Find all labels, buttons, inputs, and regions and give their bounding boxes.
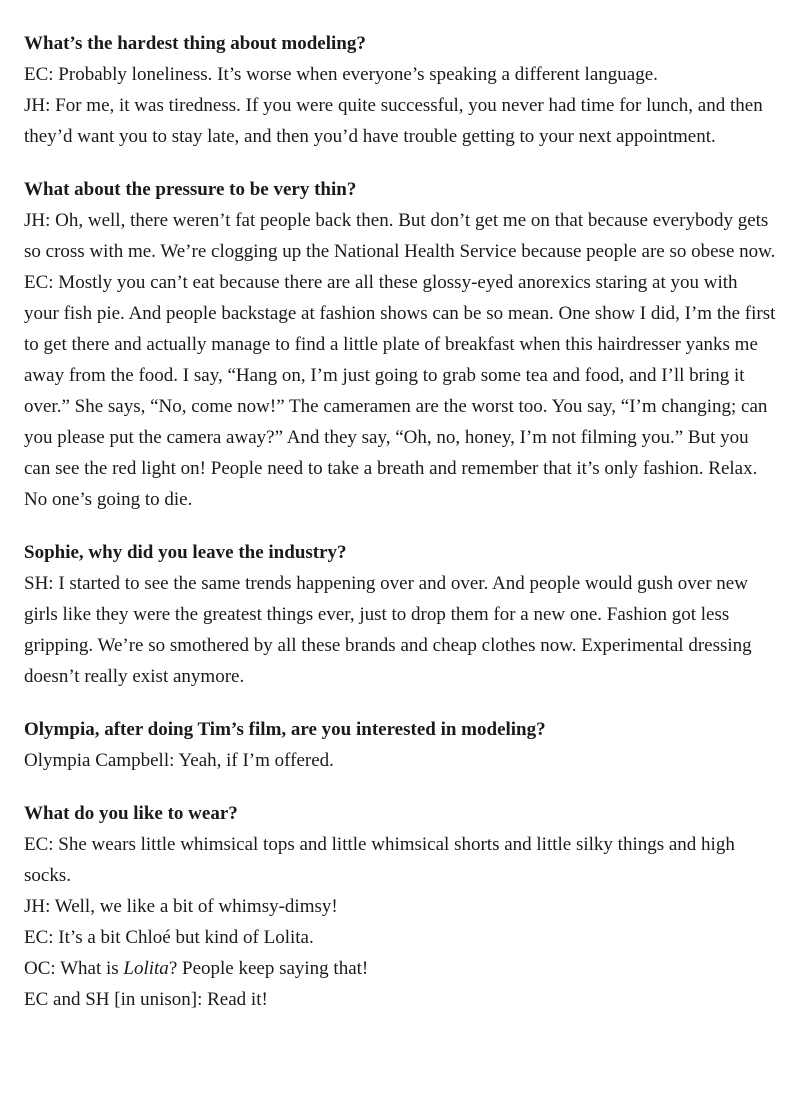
answer-text: OC: What is — [24, 958, 124, 979]
answer-paragraph: Olympia Campbell: Yeah, if I’m offered. — [24, 750, 334, 771]
answer-paragraph: EC: It’s a bit Chloé but kind of Lolita. — [24, 927, 314, 948]
answer-paragraph: EC and SH [in unison]: Read it! — [24, 989, 268, 1010]
answer-paragraph: JH: For me, it was tiredness. If you were quite successful, you never had time for lunch, and then they’d want you to stay late, and then you’d have trouble getting to your next appointment. — [24, 95, 763, 147]
qa-section-olympia-modeling — [24, 714, 776, 776]
answer-paragraph: EC: Mostly you can’t eat because there are all these glossy-eyed anorexics staring at you with your fish pie. And people backstage at fashion shows can be so mean. One show I did, I’m the first to get there and actually manage to find a little plate of breakfast when this hairdresser yanks me away from the food. I say, “Hang on, I’m just going to grab some tea and food, and I’ll bring it over.” She says, “No, come now!” The cameramen are the worst too. You say, “I’m changing; can you please put the camera away?” And they say, “Oh, no, honey, I’m not filming you.” But you can see the red light on! People need to take a breath and remember that it’s only fashion. Relax. No one’s going to die. — [24, 272, 776, 510]
qa-section-leave-industry — [24, 537, 776, 692]
question-heading: What do you like to wear? — [24, 803, 238, 824]
answer-paragraph-lolita — [24, 953, 776, 984]
qa-section-pressure-thin — [24, 174, 776, 515]
question-heading: Sophie, why did you leave the industry? — [24, 542, 347, 563]
answer-paragraph: EC: Probably loneliness. It’s worse when everyone’s speaking a different language. — [24, 64, 658, 85]
answer-paragraph: EC: She wears little whimsical tops and little whimsical shorts and little silky things and high socks. — [24, 834, 735, 886]
answer-paragraph: JH: Well, we like a bit of whimsy-dimsy! — [24, 896, 338, 917]
question-heading: What’s the hardest thing about modeling? — [24, 33, 366, 54]
qa-section-hardest-thing — [24, 28, 776, 152]
answer-paragraph: JH: Oh, well, there weren’t fat people back then. But don’t get me on that because everybody gets so cross with me. We’re clogging up the National Health Service because people are so obese now. — [24, 210, 776, 262]
question-heading: Olympia, after doing Tim’s film, are you interested in modeling? — [24, 719, 546, 740]
book-title-italic: Lolita — [123, 958, 169, 979]
question-heading: What about the pressure to be very thin? — [24, 179, 357, 200]
answer-text: ? People keep saying that! — [168, 958, 369, 979]
answer-paragraph: SH: I started to see the same trends happening over and over. And people would gush over new girls like they were the greatest things ever, just to drop them for a new one. Fashion got less gripping. We’re so smothered by all these brands and cheap clothes now. Experimental dressing doesn’t really exist anymore. — [24, 573, 752, 687]
qa-section-like-to-wear — [24, 798, 776, 1015]
